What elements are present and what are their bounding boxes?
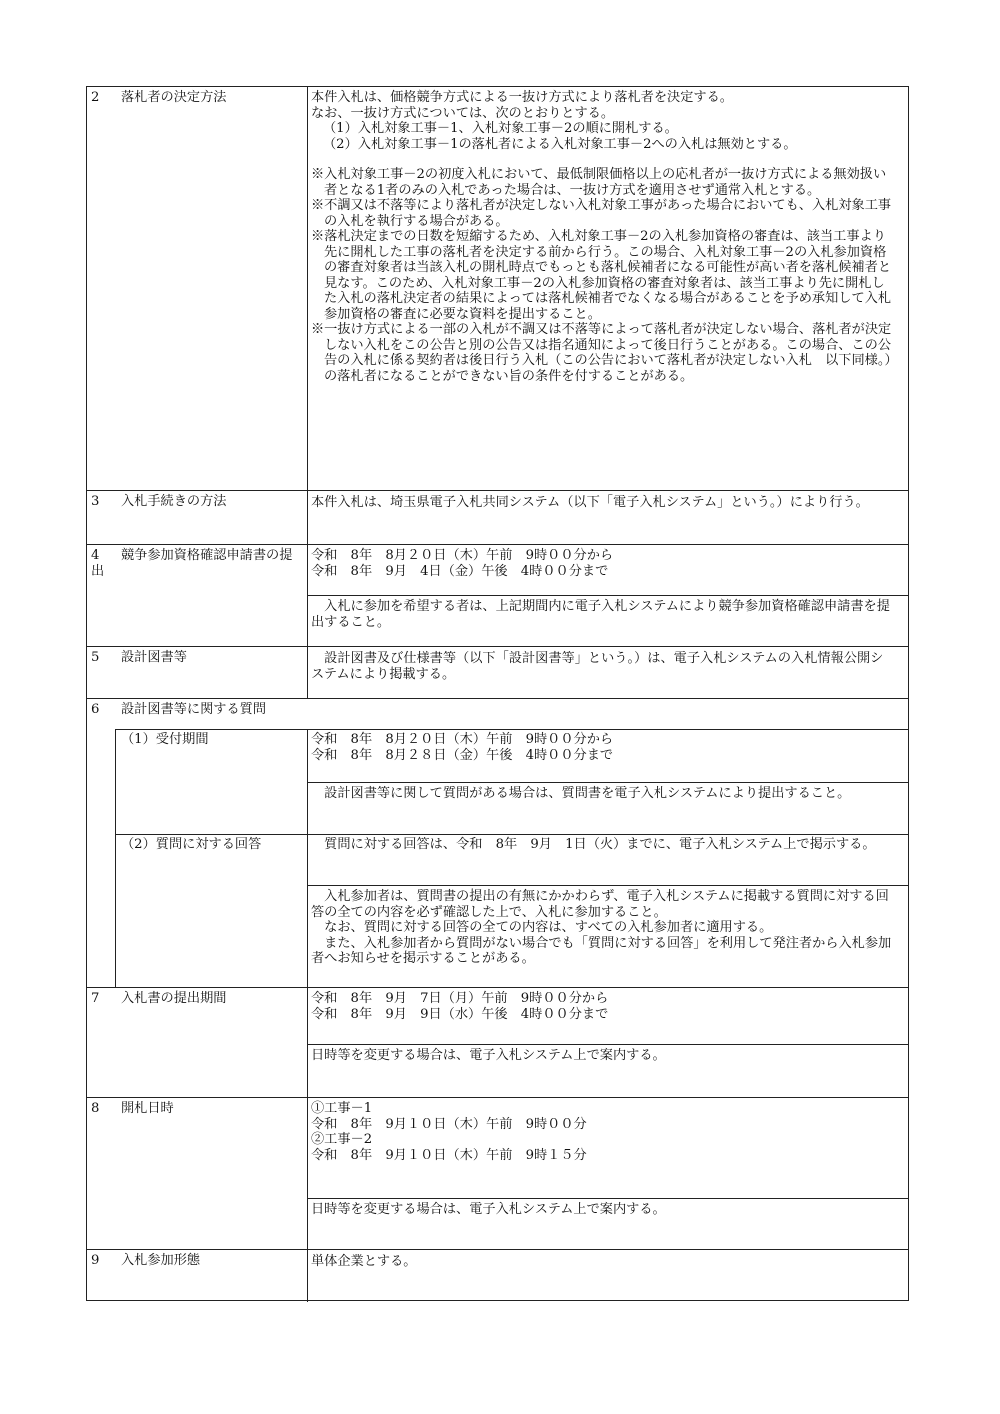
opening-times: ①工事－1 令和 8年 9月１０日（木）午前 9時００分 ②工事－2 令和 8年 9月１０日（木）午前 9時１５分 xyxy=(311,1101,587,1163)
section-content: 本件入札は、埼玉県電子入札共同システム（以下「電子入札システム」という。）により行う。 xyxy=(311,495,869,510)
section-content: 単体企業とする。 xyxy=(311,1254,417,1269)
section-label: 4 競争参加資格確認申請書の提出 xyxy=(91,548,293,579)
section-label: 3 入札手続きの方法 xyxy=(91,494,227,509)
section-label: 6 設計図書等に関する質問 xyxy=(91,702,267,717)
section-5 xyxy=(87,646,908,698)
section-4 xyxy=(87,544,908,646)
section-9 xyxy=(87,1249,908,1302)
section-label: 2 落札者の決定方法 xyxy=(91,90,227,105)
section-7 xyxy=(87,987,908,1097)
section-note: 入札参加者は、質問書の提出の有無にかかわらず、電子入札システムに掲載する質問に対する回答の全ての内容を必ず確認した上で、入札に参加すること。 なお、質問に対する回答の全ての内容は、すべての入札参加者に適用する。 また、入札参加者から質問がない場合でも「質問に対する回答」を利用して発注者から入札参加者へお知らせを掲示することがある。 xyxy=(311,889,892,966)
section-label: 7 入札書の提出期間 xyxy=(91,991,227,1006)
section-3 xyxy=(87,490,908,544)
subsection-label: （1）受付期間 xyxy=(121,732,209,747)
subsection-label: （2）質問に対する回答 xyxy=(121,837,262,852)
section-label: 8 開札日時 xyxy=(91,1101,174,1116)
section-content: 本件入札は、価格競争方式による一抜け方式により落札者を決定する。 なお、一抜け方式については、次のとおりとする。 （1）入札対象工事－1、入札対象工事－2の順に開札する。 （2）入札対象工事－1の落札者による入札対象工事－2への入札は無効とする。 ※入札対象工事－2の初度入札において、最低制限価格以上の応札者が一抜け方式による無効扱い者となる1者のみの入札であった場合は、一抜け方式を適用させず通常入札とする。 ※不調又は不落等により落札者が決定しない入札対象工事があった場合においても、入札対象工事の入札を執行する場合がある。 ※落札決定までの日数を短縮するため、入札対象工事－2の入札参加資格の審査は、該当工事より先に開札した工事の落札者を決定する前から行う。この場合、入札対象工事－2の入札参加資格の審査対象者は当該入札の開札時点でもっとも落札候補者になる可能性が高い者を落札候補者と見なす。このため、入札対象工事－2の入札参加資格の審査対象者は、該当工事より先に開札した入札の落札決定者の結果によっては落札候補者でなくなる場合があることを予め承知して入札参加資格の審査に必要な資料を提出すること。 ※一抜け方式による一部の入札が不調又は不落等によって落札者が決定しない場合、落札者が決定しない入札をこの公告と別の公告又は指名通知によって後日行うことがある。この場合、この公告の入札に係る契約者は後日行う入札（この公告において落札者が決定しない入札 以下同様。）の落札者になることができない旨の条件を付することがある。 xyxy=(311,90,892,384)
section-2 xyxy=(87,87,908,490)
period: 令和 8年 8月２０日（木）午前 9時００分から 令和 8年 8月２８日（金）午後 4時００分まで xyxy=(311,732,614,763)
section-label: 9 入札参加形態 xyxy=(91,1253,201,1268)
section-note: 設計図書等に関して質問がある場合は、質問書を電子入札システムにより提出すること。 xyxy=(311,786,851,801)
period: 令和 8年 8月２０日（木）午前 9時００分から 令和 8年 9月 4日（金）午後 4時００分まで xyxy=(311,548,614,579)
period: 令和 8年 9月 7日（月）午前 9時００分から 令和 8年 9月 9日（水）午後 4時００分まで xyxy=(311,991,609,1022)
section-content: 設計図書及び仕様書等（以下「設計図書等」という。）は、電子入札システムの入札情報公開システムにより掲載する。 xyxy=(311,651,884,682)
section-note: 日時等を変更する場合は、電子入札システム上で案内する。 xyxy=(311,1202,666,1217)
section-note: 入札に参加を希望する者は、上記期間内に電子入札システムにより競争参加資格確認申請書を提出すること。 xyxy=(311,599,890,630)
section-8 xyxy=(87,1097,908,1249)
section-content: 質問に対する回答は、令和 8年 9月 1日（火）までに、電子入札システム上で掲示する。 xyxy=(311,837,876,852)
section-note: 日時等を変更する場合は、電子入札システム上で案内する。 xyxy=(311,1048,666,1063)
notice-table xyxy=(86,86,909,1301)
section-label: 5 設計図書等 xyxy=(91,650,187,665)
section-6 xyxy=(87,698,908,987)
